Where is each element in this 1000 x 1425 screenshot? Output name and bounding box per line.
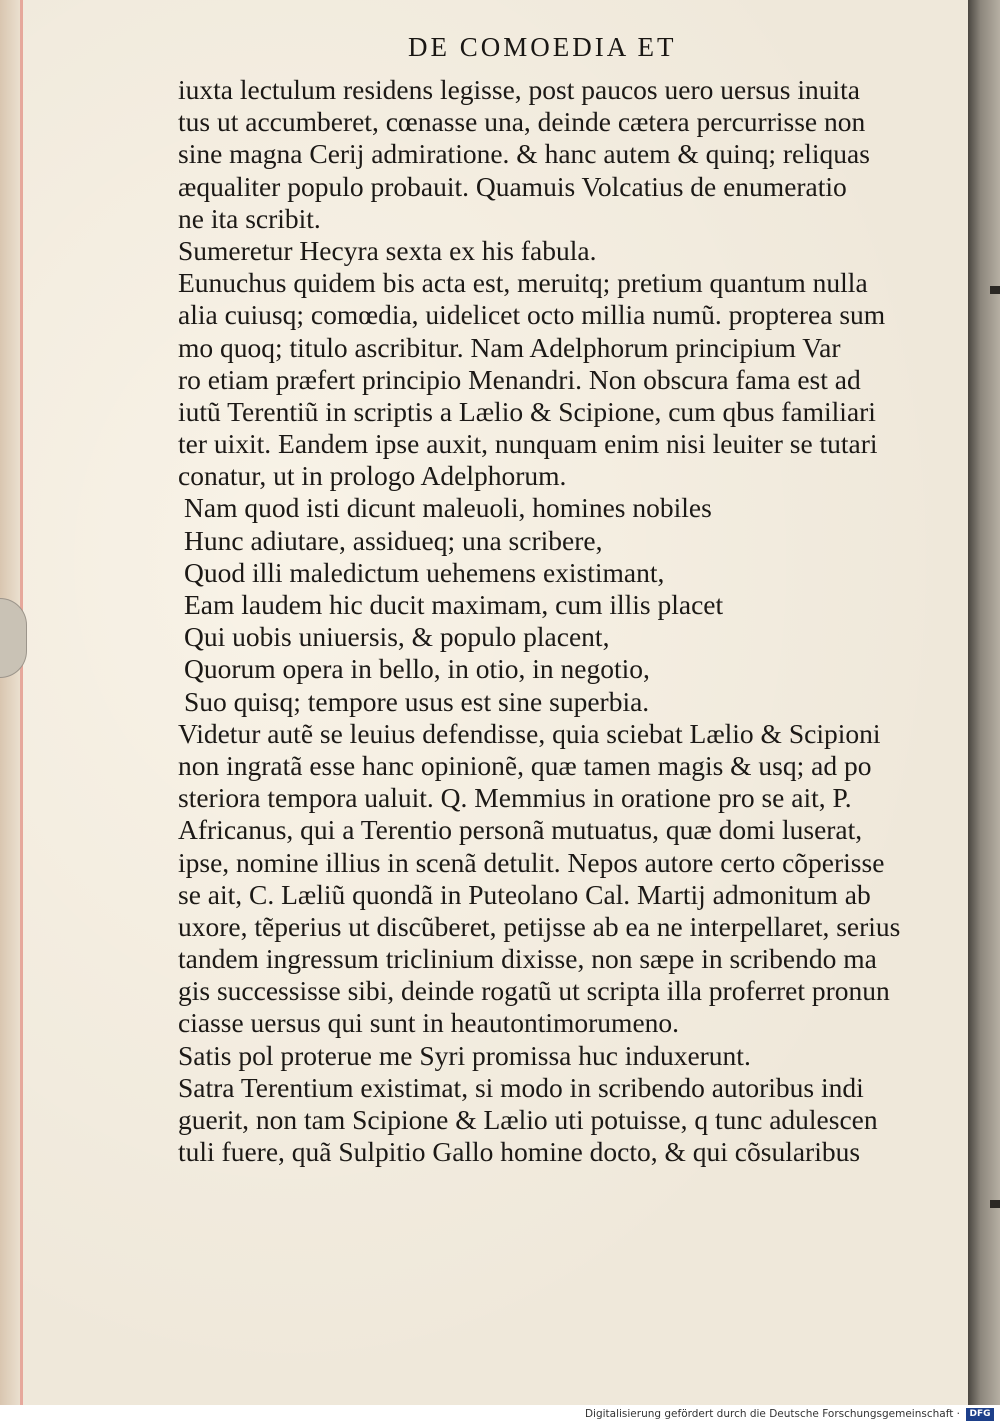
text-line: iutũ Terentiũ in scriptis a Lælio & Scipione, cum qbus familiari xyxy=(178,395,876,427)
dfg-logo: DFG xyxy=(966,1408,994,1421)
text-line: mo quoq; titulo ascribitur. Nam Adelphorum principium Var xyxy=(178,331,841,363)
text-line: ne ita scribit. xyxy=(178,202,321,234)
text-line: steriora tempora ualuit. Q. Memmius in oratione pro se ait, P. xyxy=(178,782,852,814)
body-text xyxy=(178,74,938,1168)
text-line: Africanus, qui a Terentio personã mutuatus, quæ domi luserat, xyxy=(178,814,863,846)
verse-line: Quorum opera in bello, in otio, in negotio, xyxy=(184,653,650,685)
running-head: DE COMOEDIA ET xyxy=(408,32,677,62)
funding-credit: Digitalisierung gefördert durch die Deutsche Forschungsgemeinschaft · xyxy=(584,1408,960,1420)
edge-mark xyxy=(990,286,1000,294)
text-line: conatur, ut in prologo Adelphorum. xyxy=(178,460,567,492)
text-line: sine magna Cerij admiratione. & hanc autem & quinq; reliquas xyxy=(178,138,870,170)
text-line: se ait, C. Læliũ quondã in Puteolano Cal. Martij admonitum ab xyxy=(178,878,871,910)
text-line: gis successisse sibi, deinde rogatũ ut scripta illa proferret pronun xyxy=(178,975,890,1007)
text-line: ipse, nomine illius in scenã detulit. Nepos autore certo cõperisse xyxy=(178,846,885,878)
text-line: iuxta lectulum residens legisse, post paucos uero uersus inuita xyxy=(178,74,861,105)
text-line: tuli fuere, quã Sulpitio Gallo homine docto, & qui cõsularibus xyxy=(178,1136,861,1168)
digitization-footer xyxy=(0,1405,1000,1425)
red-edge-line xyxy=(20,0,22,1405)
text-line: Sumeretur Hecyra sexta ex his fabula. xyxy=(178,234,597,266)
verse-line: Hunc adiutare, assidueq; una scribere, xyxy=(184,524,603,556)
text-line: ro etiam præfert principio Menandri. Non obscura fama est ad xyxy=(178,363,861,395)
text-line: Videtur autẽ se leuius defendisse, quia sciebat Lælio & Scipioni xyxy=(178,717,881,749)
edge-mark xyxy=(990,1200,1000,1208)
text-line: guerit, non tam Scipione & Lælio uti potuisse, q tunc adulescen xyxy=(178,1104,878,1135)
text-line: ter uixit. Eandem ipse auxit, nunquam enim nisi leuiter se tutari xyxy=(178,428,878,460)
text-line: non ingratã esse hanc opinionẽ, quæ tamen magis & usq; ad po xyxy=(178,749,872,781)
text-line: Eunuchus quidem bis acta est, meruitq; pretium quantum nulla xyxy=(178,267,868,299)
verse-line: Quod illi maledictum uehemens existimant, xyxy=(184,556,665,588)
text-line: ciasse uersus qui sunt in heautontimorumeno. xyxy=(178,1007,680,1039)
verse-line: Qui uobis uniuersis, & populo placent, xyxy=(184,621,610,653)
text-line: tus ut accumberet, cœnasse una, deinde cætera percurrisse non xyxy=(178,106,866,138)
verse-line: Suo quisq; tempore usus est sine superbia. xyxy=(184,685,650,717)
verse-line: Nam quod isti dicunt maleuoli, homines nobiles xyxy=(184,492,712,524)
text-line: alia cuiusq; comœdia, uidelicet octo millia numũ. propterea sum xyxy=(178,299,886,331)
quoted-verse-line: Satis pol proterue me Syri promissa huc induxerunt. xyxy=(178,1039,751,1071)
book-binding-edge xyxy=(968,0,1000,1405)
verse-line: Eam laudem hic ducit maximam, cum illis placet xyxy=(184,589,724,620)
text-line: uxore, tẽperius ut discũberet, petijsse ab ea ne interpellaret, serius xyxy=(178,910,901,942)
text-line: Satra Terentium existimat, si modo in scribendo autoribus indi xyxy=(178,1071,864,1103)
text-line: tandem ingressum triclinium dixisse, non sæpe in scribendo ma xyxy=(178,943,877,975)
text-line: æqualiter populo probauit. Quamuis Volcatius de enumeratio xyxy=(178,170,847,202)
